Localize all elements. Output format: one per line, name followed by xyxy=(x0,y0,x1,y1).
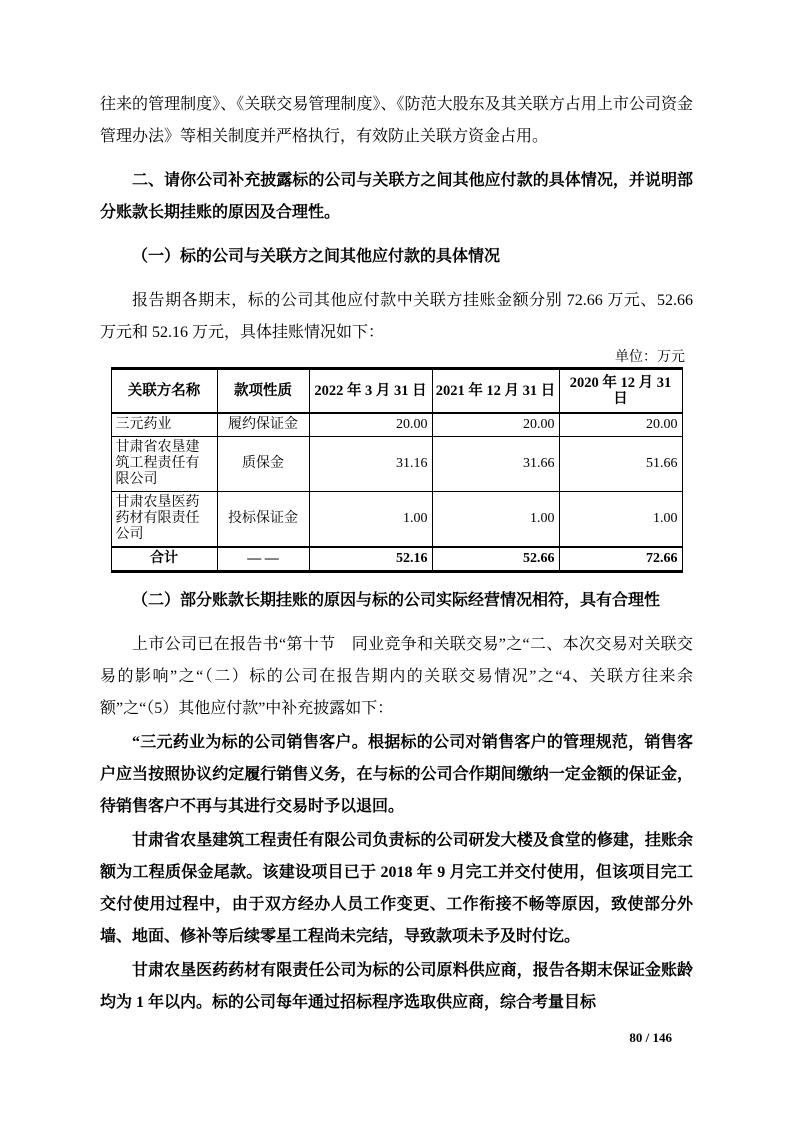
paragraph-continuation: 往来的管理制度》、《关联交易管理制度》、《防范大股东及其关联方占用上市公司资金管理办法》等相关制度并严格执行，有效防止关联方资金占用。 xyxy=(100,96,693,145)
heading-section-2-1: （一）标的公司与关联方之间其他应付款的具体情况 xyxy=(132,248,501,265)
cell-party-name: 甘肃省农垦建筑工程责任有限公司 xyxy=(111,437,217,492)
table-row xyxy=(111,413,682,437)
cell-value-2022: 20.00 xyxy=(309,413,432,437)
related-party-payables-table xyxy=(111,367,683,573)
cell-nature: 投标保证金 xyxy=(217,492,309,548)
cell-party-name: 甘肃农垦医药药材有限责任公司 xyxy=(111,492,217,548)
page-number: 80 / 146 xyxy=(629,1030,672,1045)
cell-nature: 质保金 xyxy=(217,437,309,492)
cell-nature: 履约保证金 xyxy=(217,413,309,437)
cell-value-2020: 51.66 xyxy=(559,437,682,492)
paragraph-quote-sanyuan: “三元药业为标的公司销售客户。根据标的公司对销售客户的管理规范，销售客户应当按照协议约定履行销售义务，在与标的公司合作期间缴纳一定金额的保证金，待销售客户不再与其进行交易时予以退回。 xyxy=(100,734,693,815)
cell-value-2020: 20.00 xyxy=(559,413,682,437)
column-header-nature: 款项性质 xyxy=(217,369,309,414)
cell-total-label: 合计 xyxy=(111,547,217,572)
column-header-party: 关联方名称 xyxy=(111,369,217,414)
paragraph-quote-construction: 甘肃省农垦建筑工程责任有限公司负责标的公司研发大楼及食堂的修建，挂账余额为工程质保金尾款。该建设项目已于 2018 年 9 月完工并交付使用，但该项目完工交付使用过程中，由于双方经办人员工作变更、工作衔接不畅等原因，致使部分外墙、地面、修补等后续零星工程尚未完结，导致款项未予及时付讫。 xyxy=(100,832,693,945)
cell-total-nature: — — xyxy=(217,547,309,572)
table-row xyxy=(111,437,682,492)
cell-party-name: 三元药业 xyxy=(111,413,217,437)
cell-total-2021: 52.66 xyxy=(432,547,559,572)
heading-section-2-2: （二）部分账款长期挂账的原因与标的公司实际经营情况相符，具有合理性 xyxy=(132,592,661,609)
cell-value-2022: 1.00 xyxy=(309,492,432,548)
paragraph-disclosure: 上市公司已在报告书“第十节 同业竞争和关联交易”之“二、本次交易对关联交易的影响”之“（二）标的公司在报告期内的关联交易情况”之“4、关联方往来余额”之“（5）其他应付款”中补充披露如下： xyxy=(100,636,693,717)
paragraph-balances: 报告期各期末，标的公司其他应付款中关联方挂账金额分别 72.66 万元、52.66 万元和 52.16 万元，具体挂账情况如下： xyxy=(100,292,693,341)
column-header-2021: 2021 年 12 月 31 日 xyxy=(432,369,559,414)
cell-value-2022: 31.16 xyxy=(309,437,432,492)
table-header-row xyxy=(111,369,682,414)
column-header-2022: 2022 年 3 月 31 日 xyxy=(309,369,432,414)
table-row xyxy=(111,492,682,548)
cell-total-2020: 72.66 xyxy=(559,547,682,572)
table-total-row xyxy=(111,547,682,572)
column-header-2020: 2020 年 12 月 31 日 xyxy=(559,369,682,414)
paragraph-quote-pharma: 甘肃农垦医药药材有限责任公司为标的公司原料供应商，报告各期末保证金账龄均为 1 年以内。标的公司每年通过招标程序选取供应商，综合考量目标 xyxy=(100,962,693,1011)
cell-value-2021: 1.00 xyxy=(432,492,559,548)
heading-section-2: 二、请你公司补充披露标的公司与关联方之间其他应付款的具体情况，并说明部分账款长期挂账的原因及合理性。 xyxy=(100,172,693,221)
cell-total-2022: 52.16 xyxy=(309,547,432,572)
cell-value-2020: 1.00 xyxy=(559,492,682,548)
cell-value-2021: 31.66 xyxy=(432,437,559,492)
table-unit-label: 单位：万元 xyxy=(615,350,685,365)
cell-value-2021: 20.00 xyxy=(432,413,559,437)
